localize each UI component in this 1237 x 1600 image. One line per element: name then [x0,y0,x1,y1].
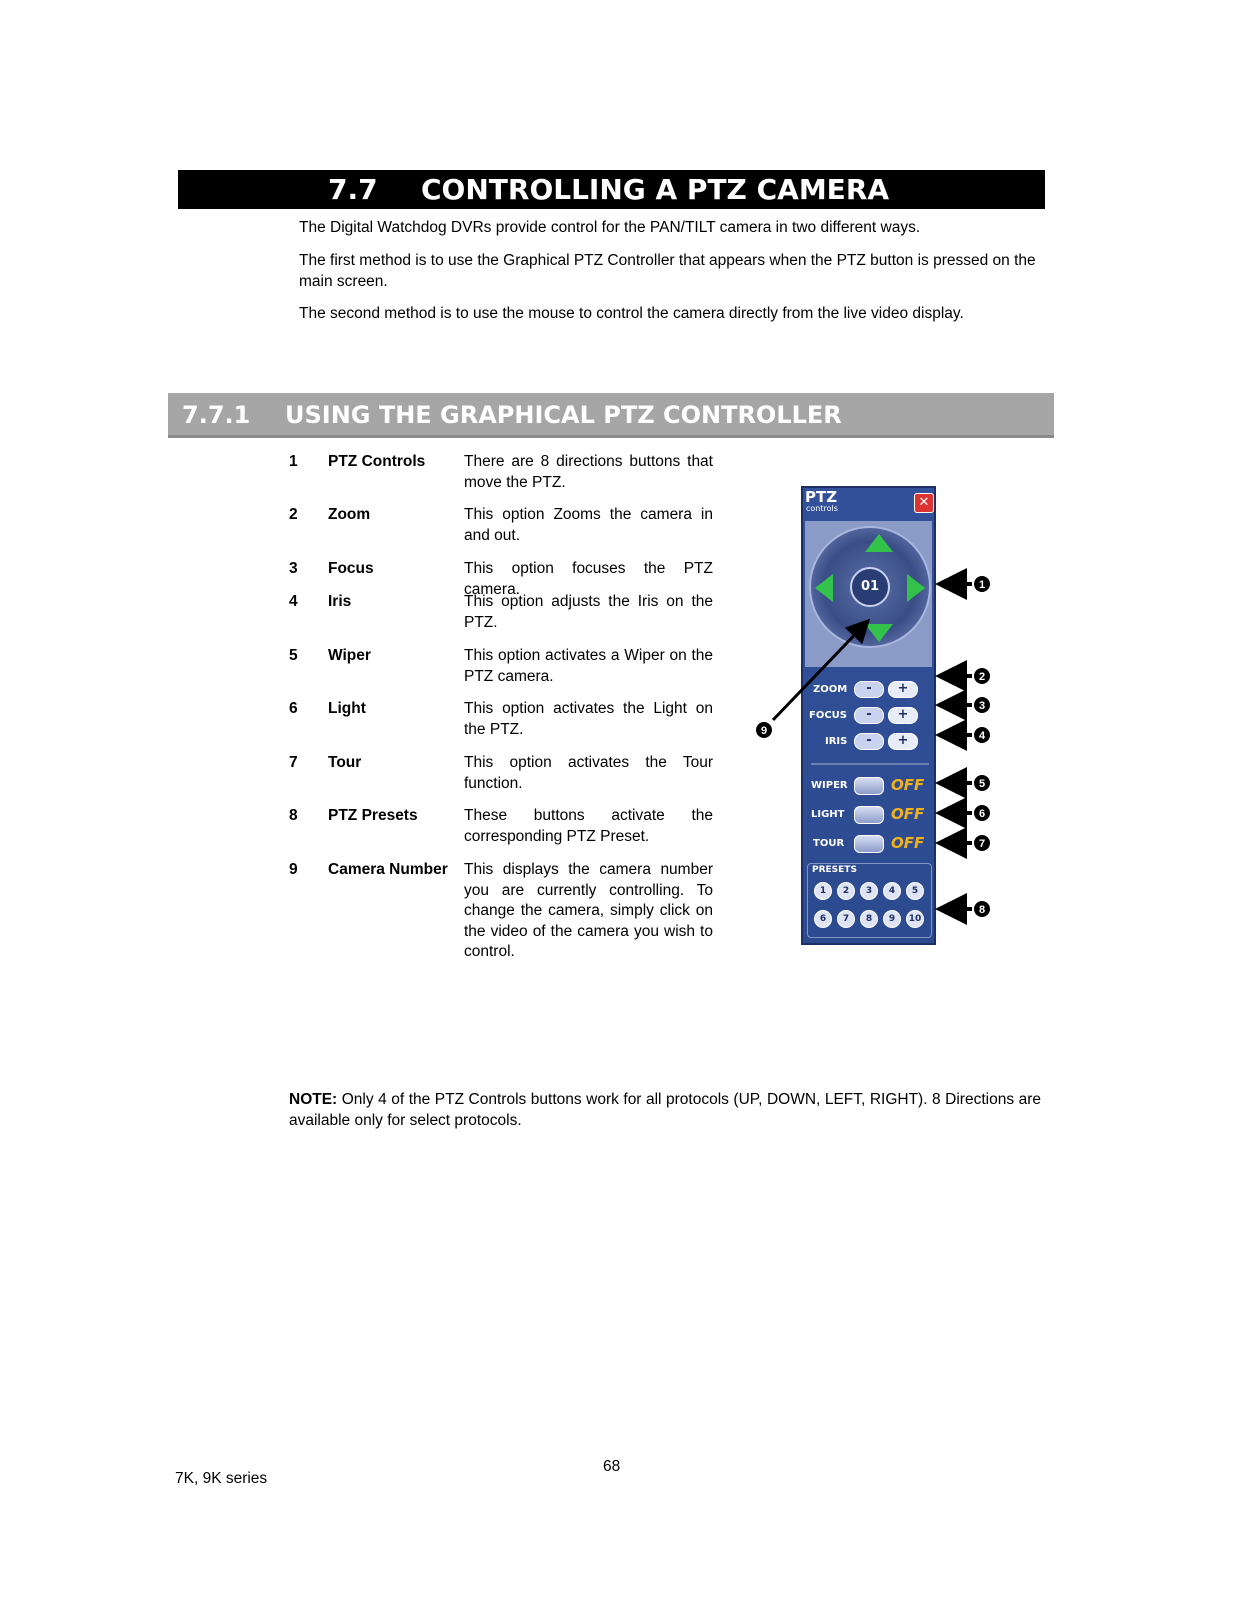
callout-6 [943,805,990,821]
item-label: PTZ Controls [328,453,426,470]
item-label: Focus [328,560,374,577]
item-number: 1 [289,453,298,470]
callout-number: 9 [760,725,768,737]
item-description: This option activates the Tour function. [464,754,713,792]
item-label: Tour [328,754,362,771]
iris-label: IRIS [825,736,848,747]
note-label: NOTE: [289,1091,338,1108]
preset-button[interactable]: 7 [837,910,855,928]
callout-1 [943,576,990,592]
item-number: 9 [289,861,298,878]
item-label: Wiper [328,647,371,664]
preset-button[interactable]: 2 [837,882,855,900]
item-number: 5 [289,647,298,664]
callout-8 [943,901,990,917]
section-heading [178,170,1045,209]
intro-paragraph: The second method is to use the mouse to control the camera directly from the live video display. [299,305,964,322]
iris-minus-button[interactable]: - [854,733,884,750]
wiper-state: OFF [891,776,925,794]
intro-paragraph: The Digital Watchdog DVRs provide control for the PAN/TILT camera in two different ways. [299,219,921,236]
iris-plus-button[interactable]: + [888,733,918,750]
item-label: Camera Number [328,861,448,878]
note-paragraph [289,1090,1041,1131]
item-number: 8 [289,807,298,824]
callout-9 [756,623,866,738]
ptz-panel-subtitle: controls [806,504,838,513]
preset-button[interactable]: 9 [883,910,901,928]
item-label: Zoom [328,506,371,523]
item-label: Light [328,700,366,717]
section-number: 7.7 [328,173,378,206]
focus-plus-button[interactable]: + [888,707,918,724]
intro-paragraph: The first method is to use the Graphical PTZ Controller that appears when the PTZ button is pressed on the main screen. [299,252,1036,290]
preset-button[interactable]: 10 [906,910,924,928]
item-number: 2 [289,506,298,523]
callout-number: 5 [978,778,986,790]
item-number: 4 [289,593,298,610]
section-title: CONTROLLING A PTZ CAMERA [421,173,890,206]
callout-number: 1 [978,579,986,591]
page-number: 68 [603,1458,621,1475]
callout-number: 2 [978,671,986,683]
preset-button[interactable]: 4 [883,882,901,900]
callout-number: 8 [978,904,986,916]
arrow-up-icon[interactable] [865,534,893,552]
close-icon[interactable]: ✕ [914,493,934,513]
item-number: 6 [289,700,298,717]
tour-label: TOUR [813,838,845,849]
callout-layer [744,560,1004,940]
item-number: 3 [289,560,298,577]
presets-label: PRESETS [812,865,857,875]
item-label: PTZ Presets [328,807,418,824]
item-number: 7 [289,754,298,771]
preset-button[interactable]: 5 [906,882,924,900]
callout-number: 7 [978,838,986,850]
zoom-out-button[interactable]: - [854,681,884,698]
footer-series: 7K, 9K series [175,1470,268,1487]
callout-7 [943,835,990,851]
callout-number: 4 [978,730,986,742]
item-description: This displays the camera number you are currently controlling. To change the camera, simply click on the video of the camera you wish to control. [464,861,713,960]
ptz-panel-title: PTZ [805,488,838,506]
callout-5 [943,775,990,791]
item-description: This option activates the Light on the PTZ. [464,700,713,738]
focus-label: FOCUS [809,710,847,721]
preset-button[interactable]: 3 [860,882,878,900]
callout-2 [943,668,990,684]
item-description: This option activates a Wiper on the PTZ camera. [464,647,713,685]
light-label: LIGHT [811,809,845,820]
subsection-heading [168,393,1054,438]
preset-button[interactable]: 8 [860,910,878,928]
subsection-title: USING THE GRAPHICAL PTZ CONTROLLER [285,401,842,429]
callout-3 [943,697,990,713]
callout-number: 3 [978,700,986,712]
callout-number: 6 [978,808,986,820]
zoom-label: ZOOM [813,684,848,695]
item-label: Iris [328,593,352,610]
preset-button[interactable]: 1 [814,882,832,900]
wiper-label: WIPER [811,780,848,791]
item-description: There are 8 directions buttons that move the PTZ. [464,453,713,491]
focus-minus-button[interactable]: - [854,707,884,724]
item-description: These buttons activate the corresponding PTZ Preset. [464,807,713,845]
item-description: This option Zooms the camera in and out. [464,506,713,544]
note-text: Only 4 of the PTZ Controls buttons work for all protocols (UP, DOWN, LEFT, RIGHT). 8 Directions are available only for select protocols. [289,1091,1041,1129]
preset-button[interactable]: 6 [814,910,832,928]
zoom-in-button[interactable]: + [888,681,918,698]
tour-state: OFF [891,834,925,852]
camera-number: 01 [850,567,890,607]
item-description: This option focuses the PTZ camera. [464,560,713,598]
callout-4 [943,727,990,743]
item-description: This option adjusts the Iris on the PTZ. [464,593,713,631]
light-state: OFF [891,805,925,823]
subsection-number: 7.7.1 [182,401,251,429]
